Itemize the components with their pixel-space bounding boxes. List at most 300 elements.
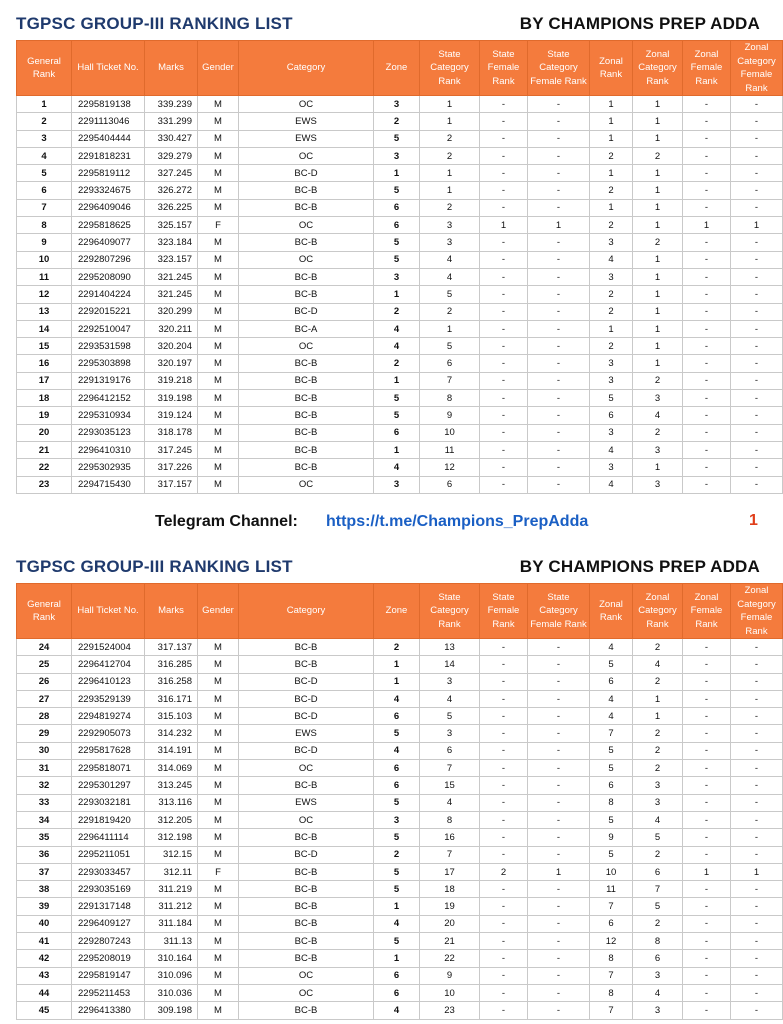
column-header-zonal-rank: Zonal Rank xyxy=(590,41,633,96)
cell-zonal-rank: 7 xyxy=(590,725,633,742)
cell-zone: 6 xyxy=(374,424,420,441)
table-row xyxy=(17,950,783,967)
cell-zonal-category-female-rank: - xyxy=(731,725,783,742)
cell-general-rank: 42 xyxy=(17,950,72,967)
cell-category: BC-B xyxy=(239,372,374,389)
column-header-gender: Gender xyxy=(198,41,239,96)
cell-category: EWS xyxy=(239,725,374,742)
cell-general-rank: 2 xyxy=(17,113,72,130)
cell-general-rank: 41 xyxy=(17,933,72,950)
cell-category: BC-B xyxy=(239,881,374,898)
cell-gender: M xyxy=(198,182,239,199)
table-row xyxy=(17,182,783,199)
cell-zonal-category-rank: 2 xyxy=(633,639,683,656)
cell-marks: 314.232 xyxy=(145,725,198,742)
cell-category: BC-B xyxy=(239,933,374,950)
cell-zone: 3 xyxy=(374,476,420,493)
cell-state-category-female-rank: - xyxy=(528,303,590,320)
cell-zonal-category-rank: 1 xyxy=(633,96,683,113)
cell-zonal-category-female-rank: - xyxy=(731,1002,783,1019)
cell-zonal-female-rank: - xyxy=(683,794,731,811)
cell-zone: 6 xyxy=(374,199,420,216)
table-row xyxy=(17,165,783,182)
cell-zonal-category-rank: 1 xyxy=(633,130,683,147)
cell-zonal-category-female-rank: - xyxy=(731,424,783,441)
ranking-page-2 xyxy=(0,543,776,1016)
cell-state-category-female-rank: - xyxy=(528,320,590,337)
cell-state-female-rank: - xyxy=(480,234,528,251)
cell-general-rank: 8 xyxy=(17,217,72,234)
cell-hall-ticket: 2293033457 xyxy=(72,863,145,880)
cell-zonal-female-rank: - xyxy=(683,390,731,407)
cell-marks: 312.11 xyxy=(145,863,198,880)
cell-marks: 325.157 xyxy=(145,217,198,234)
cell-hall-ticket: 2291113046 xyxy=(72,113,145,130)
cell-zonal-female-rank: - xyxy=(683,320,731,337)
cell-zonal-female-rank: - xyxy=(683,251,731,268)
cell-state-category-rank: 4 xyxy=(420,690,480,707)
cell-gender: M xyxy=(198,725,239,742)
cell-state-female-rank: - xyxy=(480,268,528,285)
cell-marks: 327.245 xyxy=(145,165,198,182)
cell-zonal-female-rank: - xyxy=(683,933,731,950)
column-header-hall-ticket: Hall Ticket No. xyxy=(72,41,145,96)
table-row xyxy=(17,113,783,130)
cell-zonal-female-rank: - xyxy=(683,811,731,828)
cell-state-category-female-rank: - xyxy=(528,967,590,984)
cell-zonal-female-rank: 1 xyxy=(683,863,731,880)
cell-zonal-female-rank: - xyxy=(683,165,731,182)
cell-state-female-rank: - xyxy=(480,355,528,372)
cell-zonal-rank: 5 xyxy=(590,760,633,777)
cell-gender: M xyxy=(198,984,239,1001)
cell-general-rank: 43 xyxy=(17,967,72,984)
cell-state-female-rank: - xyxy=(480,742,528,759)
cell-gender: M xyxy=(198,742,239,759)
cell-zonal-category-rank: 2 xyxy=(633,424,683,441)
cell-zonal-category-female-rank: - xyxy=(731,915,783,932)
cell-zone: 5 xyxy=(374,182,420,199)
cell-category: OC xyxy=(239,811,374,828)
cell-zonal-category-female-rank: - xyxy=(731,441,783,458)
cell-hall-ticket: 2291404224 xyxy=(72,286,145,303)
cell-general-rank: 37 xyxy=(17,863,72,880)
table-row xyxy=(17,286,783,303)
cell-state-female-rank: - xyxy=(480,881,528,898)
cell-category: BC-B xyxy=(239,829,374,846)
cell-zone: 6 xyxy=(374,217,420,234)
cell-state-category-female-rank: 1 xyxy=(528,217,590,234)
cell-zonal-rank: 3 xyxy=(590,459,633,476)
cell-category: OC xyxy=(239,984,374,1001)
cell-marks: 319.124 xyxy=(145,407,198,424)
cell-category: BC-D xyxy=(239,708,374,725)
cell-gender: M xyxy=(198,967,239,984)
cell-zonal-category-female-rank: - xyxy=(731,829,783,846)
cell-hall-ticket: 2292015221 xyxy=(72,303,145,320)
cell-zone: 3 xyxy=(374,96,420,113)
cell-zonal-rank: 8 xyxy=(590,950,633,967)
cell-zonal-female-rank: - xyxy=(683,725,731,742)
cell-state-female-rank: - xyxy=(480,933,528,950)
cell-zonal-category-rank: 3 xyxy=(633,794,683,811)
cell-gender: M xyxy=(198,760,239,777)
cell-marks: 316.285 xyxy=(145,656,198,673)
cell-zonal-category-female-rank: - xyxy=(731,794,783,811)
cell-zone: 5 xyxy=(374,130,420,147)
cell-zonal-category-female-rank: 1 xyxy=(731,863,783,880)
cell-state-category-female-rank: - xyxy=(528,390,590,407)
cell-gender: M xyxy=(198,846,239,863)
cell-state-category-rank: 21 xyxy=(420,933,480,950)
list-title: TGPSC GROUP-III RANKING LIST xyxy=(16,557,293,576)
cell-general-rank: 28 xyxy=(17,708,72,725)
cell-zonal-rank: 3 xyxy=(590,234,633,251)
cell-zone: 1 xyxy=(374,165,420,182)
cell-state-female-rank: - xyxy=(480,915,528,932)
cell-zonal-category-female-rank: - xyxy=(731,690,783,707)
cell-zonal-female-rank: - xyxy=(683,441,731,458)
cell-zonal-category-female-rank: - xyxy=(731,96,783,113)
cell-zonal-category-female-rank: - xyxy=(731,476,783,493)
table-row xyxy=(17,915,783,932)
cell-marks: 331.299 xyxy=(145,113,198,130)
cell-category: BC-B xyxy=(239,182,374,199)
cell-zonal-rank: 6 xyxy=(590,407,633,424)
cell-zonal-category-rank: 2 xyxy=(633,147,683,164)
cell-hall-ticket: 2295303898 xyxy=(72,355,145,372)
cell-hall-ticket: 2293035169 xyxy=(72,881,145,898)
cell-general-rank: 10 xyxy=(17,251,72,268)
cell-zone: 4 xyxy=(374,1002,420,1019)
title-bar xyxy=(0,543,768,583)
cell-state-category-female-rank: - xyxy=(528,182,590,199)
cell-state-category-female-rank: - xyxy=(528,96,590,113)
cell-zonal-female-rank: - xyxy=(683,338,731,355)
cell-zonal-category-female-rank: - xyxy=(731,182,783,199)
cell-marks: 311.212 xyxy=(145,898,198,915)
cell-state-female-rank: - xyxy=(480,251,528,268)
cell-zonal-category-rank: 1 xyxy=(633,320,683,337)
cell-state-category-rank: 6 xyxy=(420,742,480,759)
cell-general-rank: 25 xyxy=(17,656,72,673)
cell-state-category-female-rank: - xyxy=(528,441,590,458)
cell-category: BC-B xyxy=(239,424,374,441)
cell-gender: M xyxy=(198,811,239,828)
cell-general-rank: 11 xyxy=(17,268,72,285)
cell-general-rank: 17 xyxy=(17,372,72,389)
cell-category: BC-B xyxy=(239,286,374,303)
cell-state-female-rank: - xyxy=(480,459,528,476)
cell-hall-ticket: 2295302935 xyxy=(72,459,145,476)
table-row xyxy=(17,673,783,690)
cell-zonal-rank: 6 xyxy=(590,777,633,794)
cell-zonal-category-female-rank: - xyxy=(731,777,783,794)
cell-state-category-rank: 17 xyxy=(420,863,480,880)
cell-state-female-rank: - xyxy=(480,673,528,690)
cell-state-category-rank: 4 xyxy=(420,268,480,285)
cell-state-category-female-rank: - xyxy=(528,690,590,707)
cell-gender: M xyxy=(198,933,239,950)
cell-state-category-rank: 19 xyxy=(420,898,480,915)
cell-zone: 2 xyxy=(374,846,420,863)
cell-state-category-rank: 6 xyxy=(420,355,480,372)
cell-zone: 3 xyxy=(374,268,420,285)
cell-general-rank: 5 xyxy=(17,165,72,182)
cell-marks: 313.245 xyxy=(145,777,198,794)
page-number: 1 xyxy=(749,512,758,529)
cell-zonal-rank: 2 xyxy=(590,338,633,355)
cell-zonal-category-rank: 1 xyxy=(633,217,683,234)
cell-state-category-female-rank: - xyxy=(528,338,590,355)
cell-zone: 1 xyxy=(374,286,420,303)
cell-zone: 2 xyxy=(374,113,420,130)
cell-zonal-female-rank: - xyxy=(683,881,731,898)
cell-zonal-category-female-rank: - xyxy=(731,967,783,984)
cell-zonal-rank: 8 xyxy=(590,794,633,811)
cell-state-category-rank: 5 xyxy=(420,338,480,355)
cell-hall-ticket: 2295404444 xyxy=(72,130,145,147)
cell-zonal-category-rank: 3 xyxy=(633,441,683,458)
cell-state-category-rank: 5 xyxy=(420,708,480,725)
cell-marks: 313.116 xyxy=(145,794,198,811)
cell-zonal-female-rank: - xyxy=(683,268,731,285)
cell-hall-ticket: 2296409046 xyxy=(72,199,145,216)
cell-state-category-rank: 11 xyxy=(420,441,480,458)
cell-general-rank: 21 xyxy=(17,441,72,458)
cell-gender: M xyxy=(198,777,239,794)
cell-general-rank: 26 xyxy=(17,673,72,690)
cell-category: BC-B xyxy=(239,777,374,794)
cell-zonal-rank: 6 xyxy=(590,915,633,932)
cell-marks: 320.197 xyxy=(145,355,198,372)
cell-zonal-category-female-rank: - xyxy=(731,199,783,216)
cell-gender: M xyxy=(198,441,239,458)
telegram-link[interactable]: https://t.me/Champions_PrepAdda xyxy=(326,513,589,530)
cell-zonal-rank: 11 xyxy=(590,881,633,898)
cell-state-category-female-rank: - xyxy=(528,459,590,476)
cell-zonal-category-rank: 1 xyxy=(633,165,683,182)
cell-hall-ticket: 2293035123 xyxy=(72,424,145,441)
cell-general-rank: 1 xyxy=(17,96,72,113)
cell-state-category-female-rank: - xyxy=(528,476,590,493)
table-row xyxy=(17,846,783,863)
cell-state-category-female-rank: - xyxy=(528,1002,590,1019)
cell-zone: 5 xyxy=(374,863,420,880)
cell-state-category-rank: 1 xyxy=(420,320,480,337)
cell-state-category-female-rank: - xyxy=(528,407,590,424)
cell-zonal-category-rank: 2 xyxy=(633,725,683,742)
cell-zone: 5 xyxy=(374,933,420,950)
cell-marks: 312.15 xyxy=(145,846,198,863)
cell-state-female-rank: - xyxy=(480,811,528,828)
cell-general-rank: 4 xyxy=(17,147,72,164)
table-row xyxy=(17,777,783,794)
cell-marks: 339.239 xyxy=(145,96,198,113)
cell-hall-ticket: 2296412152 xyxy=(72,390,145,407)
cell-general-rank: 29 xyxy=(17,725,72,742)
table-row xyxy=(17,96,783,113)
table-row xyxy=(17,147,783,164)
cell-state-female-rank: - xyxy=(480,424,528,441)
cell-zonal-category-female-rank: - xyxy=(731,390,783,407)
cell-zonal-rank: 4 xyxy=(590,441,633,458)
cell-general-rank: 38 xyxy=(17,881,72,898)
table-row xyxy=(17,459,783,476)
table-row xyxy=(17,725,783,742)
table-row xyxy=(17,372,783,389)
cell-zonal-rank: 3 xyxy=(590,355,633,372)
table-row xyxy=(17,441,783,458)
cell-marks: 318.178 xyxy=(145,424,198,441)
cell-zonal-category-female-rank: - xyxy=(731,268,783,285)
cell-zone: 2 xyxy=(374,303,420,320)
cell-state-category-female-rank: - xyxy=(528,673,590,690)
cell-hall-ticket: 2292510047 xyxy=(72,320,145,337)
table-row xyxy=(17,217,783,234)
cell-zonal-rank: 5 xyxy=(590,390,633,407)
column-header-zone: Zone xyxy=(374,41,420,96)
cell-zonal-category-female-rank: - xyxy=(731,933,783,950)
cell-hall-ticket: 2295301297 xyxy=(72,777,145,794)
cell-zonal-female-rank: - xyxy=(683,915,731,932)
cell-gender: M xyxy=(198,794,239,811)
cell-zonal-category-rank: 5 xyxy=(633,898,683,915)
cell-state-category-female-rank: - xyxy=(528,915,590,932)
column-header-zonal-rank: Zonal Rank xyxy=(590,584,633,639)
cell-zonal-rank: 1 xyxy=(590,320,633,337)
cell-category: BC-B xyxy=(239,407,374,424)
cell-zonal-female-rank: - xyxy=(683,656,731,673)
cell-zone: 4 xyxy=(374,915,420,932)
cell-general-rank: 24 xyxy=(17,639,72,656)
cell-zone: 1 xyxy=(374,673,420,690)
cell-hall-ticket: 2294715430 xyxy=(72,476,145,493)
cell-zonal-rank: 4 xyxy=(590,639,633,656)
cell-state-female-rank: - xyxy=(480,760,528,777)
cell-state-category-female-rank: - xyxy=(528,742,590,759)
cell-zone: 2 xyxy=(374,355,420,372)
cell-category: OC xyxy=(239,251,374,268)
cell-zone: 1 xyxy=(374,656,420,673)
cell-state-category-rank: 1 xyxy=(420,96,480,113)
cell-zonal-category-female-rank: - xyxy=(731,407,783,424)
cell-hall-ticket: 2291819420 xyxy=(72,811,145,828)
cell-category: BC-B xyxy=(239,915,374,932)
cell-zonal-category-rank: 2 xyxy=(633,234,683,251)
cell-hall-ticket: 2296412704 xyxy=(72,656,145,673)
cell-general-rank: 35 xyxy=(17,829,72,846)
cell-state-category-rank: 9 xyxy=(420,967,480,984)
cell-category: BC-B xyxy=(239,898,374,915)
cell-zone: 4 xyxy=(374,320,420,337)
cell-marks: 317.157 xyxy=(145,476,198,493)
cell-zonal-category-female-rank: - xyxy=(731,251,783,268)
cell-zone: 3 xyxy=(374,147,420,164)
cell-gender: M xyxy=(198,656,239,673)
column-header-zonal-female-rank: Zonal Female Rank xyxy=(683,41,731,96)
cell-state-category-rank: 3 xyxy=(420,725,480,742)
cell-zonal-female-rank: - xyxy=(683,760,731,777)
cell-zonal-category-female-rank: - xyxy=(731,984,783,1001)
cell-zonal-rank: 1 xyxy=(590,130,633,147)
cell-gender: M xyxy=(198,372,239,389)
cell-general-rank: 36 xyxy=(17,846,72,863)
cell-zonal-female-rank: - xyxy=(683,846,731,863)
cell-zonal-category-rank: 1 xyxy=(633,459,683,476)
cell-state-category-rank: 16 xyxy=(420,829,480,846)
cell-zone: 4 xyxy=(374,690,420,707)
cell-marks: 319.218 xyxy=(145,372,198,389)
cell-hall-ticket: 2295211453 xyxy=(72,984,145,1001)
cell-category: BC-B xyxy=(239,863,374,880)
table-row xyxy=(17,811,783,828)
cell-zonal-category-rank: 7 xyxy=(633,881,683,898)
cell-zonal-female-rank: - xyxy=(683,113,731,130)
cell-zonal-female-rank: - xyxy=(683,639,731,656)
cell-marks: 309.198 xyxy=(145,1002,198,1019)
cell-general-rank: 12 xyxy=(17,286,72,303)
table-row xyxy=(17,1002,783,1019)
table-row xyxy=(17,984,783,1001)
cell-zonal-category-rank: 6 xyxy=(633,863,683,880)
cell-hall-ticket: 2296410310 xyxy=(72,441,145,458)
cell-state-female-rank: 2 xyxy=(480,863,528,880)
cell-zonal-female-rank: - xyxy=(683,1002,731,1019)
cell-state-category-female-rank: - xyxy=(528,811,590,828)
column-header-general-rank: General Rank xyxy=(17,41,72,96)
cell-state-category-rank: 2 xyxy=(420,199,480,216)
cell-zonal-rank: 4 xyxy=(590,690,633,707)
title-bar xyxy=(0,0,768,40)
cell-marks: 326.272 xyxy=(145,182,198,199)
cell-hall-ticket: 2295818071 xyxy=(72,760,145,777)
cell-state-category-rank: 4 xyxy=(420,794,480,811)
table-row xyxy=(17,656,783,673)
cell-zonal-rank: 4 xyxy=(590,476,633,493)
cell-zonal-category-rank: 4 xyxy=(633,984,683,1001)
cell-state-female-rank: - xyxy=(480,708,528,725)
cell-gender: M xyxy=(198,165,239,182)
cell-state-category-female-rank: - xyxy=(528,708,590,725)
cell-zone: 1 xyxy=(374,372,420,389)
cell-state-category-female-rank: - xyxy=(528,372,590,389)
ranking-table xyxy=(16,40,783,494)
cell-zonal-category-female-rank: - xyxy=(731,113,783,130)
cell-zonal-category-rank: 1 xyxy=(633,286,683,303)
cell-hall-ticket: 2296409127 xyxy=(72,915,145,932)
cell-state-category-female-rank: - xyxy=(528,199,590,216)
cell-state-category-rank: 2 xyxy=(420,130,480,147)
cell-zonal-rank: 5 xyxy=(590,811,633,828)
cell-zonal-rank: 5 xyxy=(590,742,633,759)
cell-state-category-female-rank: - xyxy=(528,130,590,147)
cell-zone: 2 xyxy=(374,639,420,656)
column-header-hall-ticket: Hall Ticket No. xyxy=(72,584,145,639)
cell-general-rank: 13 xyxy=(17,303,72,320)
cell-zone: 4 xyxy=(374,338,420,355)
cell-hall-ticket: 2291524004 xyxy=(72,639,145,656)
cell-marks: 323.157 xyxy=(145,251,198,268)
cell-marks: 317.245 xyxy=(145,441,198,458)
cell-gender: F xyxy=(198,863,239,880)
cell-zonal-category-female-rank: - xyxy=(731,459,783,476)
cell-state-category-rank: 1 xyxy=(420,165,480,182)
column-header-state-category-female-rank: State Category Female Rank xyxy=(528,584,590,639)
cell-state-category-female-rank: - xyxy=(528,933,590,950)
cell-state-female-rank: - xyxy=(480,147,528,164)
table-row xyxy=(17,742,783,759)
